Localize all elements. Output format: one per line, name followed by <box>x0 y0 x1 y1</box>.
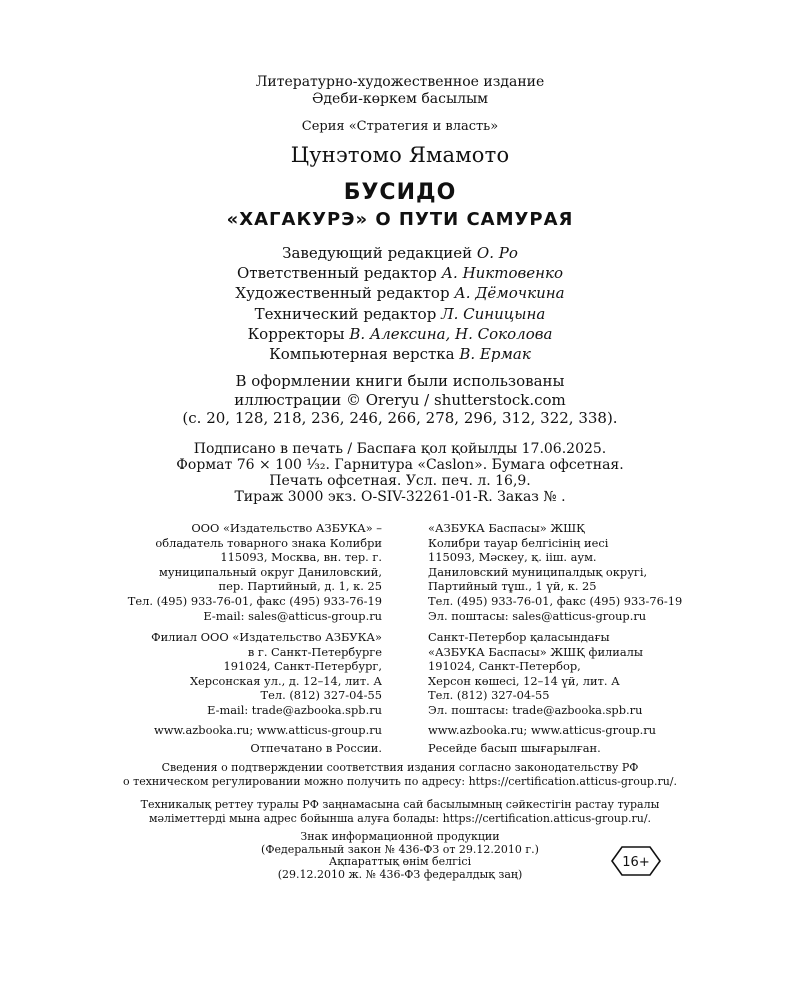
information-product-sign: Знак информационной продукции (Федеральный закон № 436-ФЗ от 29.12.2010 г.) Ақпараттық өнім белгісі (29.12.2010 ж. № 436-ФЗ федералдық заң) <box>261 830 539 881</box>
certification-ru: Сведения о подтверждении соответствия издания согласно законодательству РФ о техническом регулировании можно получить по адресу: https://certification.atticus-group.ru/. <box>122 761 677 788</box>
credit-line: Заведующий редакцией О. Ро <box>282 244 518 262</box>
book-subtitle: «ХАГАКУРЭ» О ПУТИ САМУРАЯ <box>226 209 574 230</box>
certification-kz: Техникалық реттеу туралы РФ заңнамасына сай басылымның сәйкестігін растау туралы мәліметтерді мына адрес бойынша алуға болады: https://certification.atticus-group.ru/. <box>140 798 660 825</box>
edition-type-kz: Әдеби-көркем басылым <box>311 91 489 107</box>
edition-type-ru: Литературно-художественное издание <box>255 74 545 90</box>
credit-line: Ответственный редактор А. Никтовенко <box>236 264 563 283</box>
credit-line: Компьютерная верстка В. Ермак <box>269 345 531 364</box>
branch-ru: Филиал ООО «Издательство АЗБУКА» в г. Санкт-Петербурге 191024, Санкт-Петербург, Херсонская ул., д. 12–14, лит. А Тел. (812) 327-04-55 E-mail: trade@azbooka.spb.ru <box>151 630 382 717</box>
credit-line: Технический редактор Л. Синицына <box>254 304 546 323</box>
publisher-ru: ООО «Издательство АЗБУКА» – обладатель товарного знака Колибри 115093, Москва, вн. тер. г. муниципальный округ Даниловский, пер. Партийный, д. 1, к. 25 Тел. (495) 933-76-01, факс (495) 933-76-19 E-mail: sales@atticus-group.ru <box>127 521 382 623</box>
credit-line: Художественный редактор А. Дёмочкина <box>235 284 565 303</box>
credits-block <box>0 243 800 364</box>
age-rating-label: 16+ <box>622 855 650 870</box>
website-kz: www.azbooka.ru; www.atticus-group.ru <box>428 723 657 737</box>
author-name: Цунэтомо Ямамото <box>290 143 510 167</box>
publisher-kz: «АЗБУКА Баспасы» ЖШҚ Колибри тауар белгісінің иесі 115093, Мәскеу, қ. ііш. аум. Даниловский муниципалдық округі, Партийный тұш., 1 үй, к. 25 Тел. (495) 933-76-01, факс (495) 933-76-19 Эл. поштасы: sales@atticus-group.ru <box>428 521 683 623</box>
edition-type <box>0 74 800 108</box>
print-details: Подписано в печать / Баспаға қол қойылды 17.06.2025. Формат 76 × 100 ¹⁄₃₂. Гарнитура «Caslon». Бумага офсетная. Печать офсетная. Усл. печ. л. 16,9. Тираж 3000 экз. О-SIV-32261-01-R. Заказ № . <box>176 441 624 505</box>
website-ru: www.azbooka.ru; www.atticus-group.ru <box>153 723 382 737</box>
illustration-credits: В оформлении книги были использованы иллюстрации © Oreryu / shutterstock.com (с. 20, 128, 218, 236, 246, 266, 278, 296, 312, 322, 338). <box>182 372 618 427</box>
series-name: Серия «Стратегия и власть» <box>301 119 499 134</box>
age-rating-icon <box>610 845 662 877</box>
branch-kz: Санкт-Петербор қаласындағы «АЗБУКА Баспасы» ЖШҚ филиалы 191024, Санкт-Петербор, Херсон көшесі, 12–14 үй, лит. А Тел. (812) 327-04-55 Эл. поштасы: trade@azbooka.spb.ru <box>428 630 643 717</box>
credit-line: Корректоры В. Алексина, Н. Соколова <box>247 324 553 343</box>
printed-in-kz: Ресейде басып шығарылған. <box>428 741 601 755</box>
book-title: БУСИДО <box>343 180 457 205</box>
printed-in-ru: Отпечатано в России. <box>250 741 382 755</box>
